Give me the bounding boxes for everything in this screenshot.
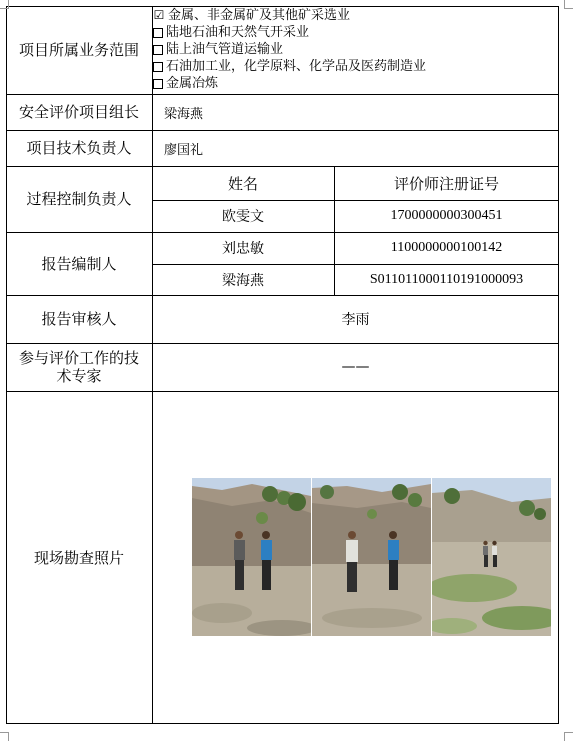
scope-item-label: 陆上油气管道运输业: [166, 42, 284, 57]
site-photo: [432, 478, 551, 636]
scope-item-label: 陆地石油和天然气开采业: [166, 25, 310, 40]
corner-mark: [564, 0, 573, 9]
checkbox-icon[interactable]: [153, 45, 163, 55]
expert-label-line: 参与评价工作的技: [18, 349, 139, 367]
scope-item[interactable]: [153, 7, 553, 24]
checkbox-icon[interactable]: [153, 79, 163, 89]
scope-item[interactable]: [153, 75, 553, 92]
cert-header: 评价师注册证号: [393, 174, 499, 193]
scope-item[interactable]: [153, 24, 553, 41]
checkbox-checked-icon[interactable]: ☑: [153, 8, 165, 22]
reviewer-name: 李雨: [341, 312, 370, 328]
photos-label: 现场勘查照片: [33, 548, 124, 567]
process-person-cert: 1700000000300451: [390, 208, 503, 223]
reviewer-label: 报告审核人: [41, 310, 117, 328]
tech-name: 廖国礼: [164, 142, 204, 158]
scope-label: 项目所属业务范围: [18, 41, 139, 59]
tech-label: 项目技术负责人: [26, 139, 132, 157]
process-label: 过程控制负责人: [26, 190, 132, 208]
expert-label: [6, 343, 152, 391]
leader-label: 安全评价项目组长: [18, 103, 139, 121]
author-name: 刘忠敏: [222, 241, 264, 257]
scope-item-label: 金属冶炼: [166, 76, 219, 91]
scope-item[interactable]: [153, 58, 553, 75]
name-header: 姓名: [227, 174, 258, 193]
author-label: 报告编制人: [41, 254, 117, 273]
scope-item[interactable]: [153, 41, 553, 58]
corner-mark: [0, 732, 9, 741]
corner-mark: [0, 0, 9, 9]
scope-item-label: 金属、非金属矿及其他矿采选业: [168, 8, 351, 23]
leader-name: 梁海燕: [164, 106, 204, 122]
author-cert: S011011000110191000093: [369, 271, 524, 287]
scope-item-label: 石油加工业，化学原料、化学品及医药制造业: [166, 59, 427, 74]
expert-label-line: 术专家: [56, 367, 102, 385]
author-name: 梁海燕: [222, 272, 264, 289]
site-photo: [192, 478, 311, 636]
checkbox-icon[interactable]: [153, 28, 163, 38]
author-cert: 1100000000100142: [390, 240, 503, 255]
corner-mark: [564, 732, 573, 741]
scope-list: [153, 7, 553, 92]
process-person-name: 欧雯文: [222, 209, 264, 225]
site-photo: [312, 478, 431, 636]
expert-value: ——: [341, 359, 370, 375]
checkbox-icon[interactable]: [153, 62, 163, 72]
